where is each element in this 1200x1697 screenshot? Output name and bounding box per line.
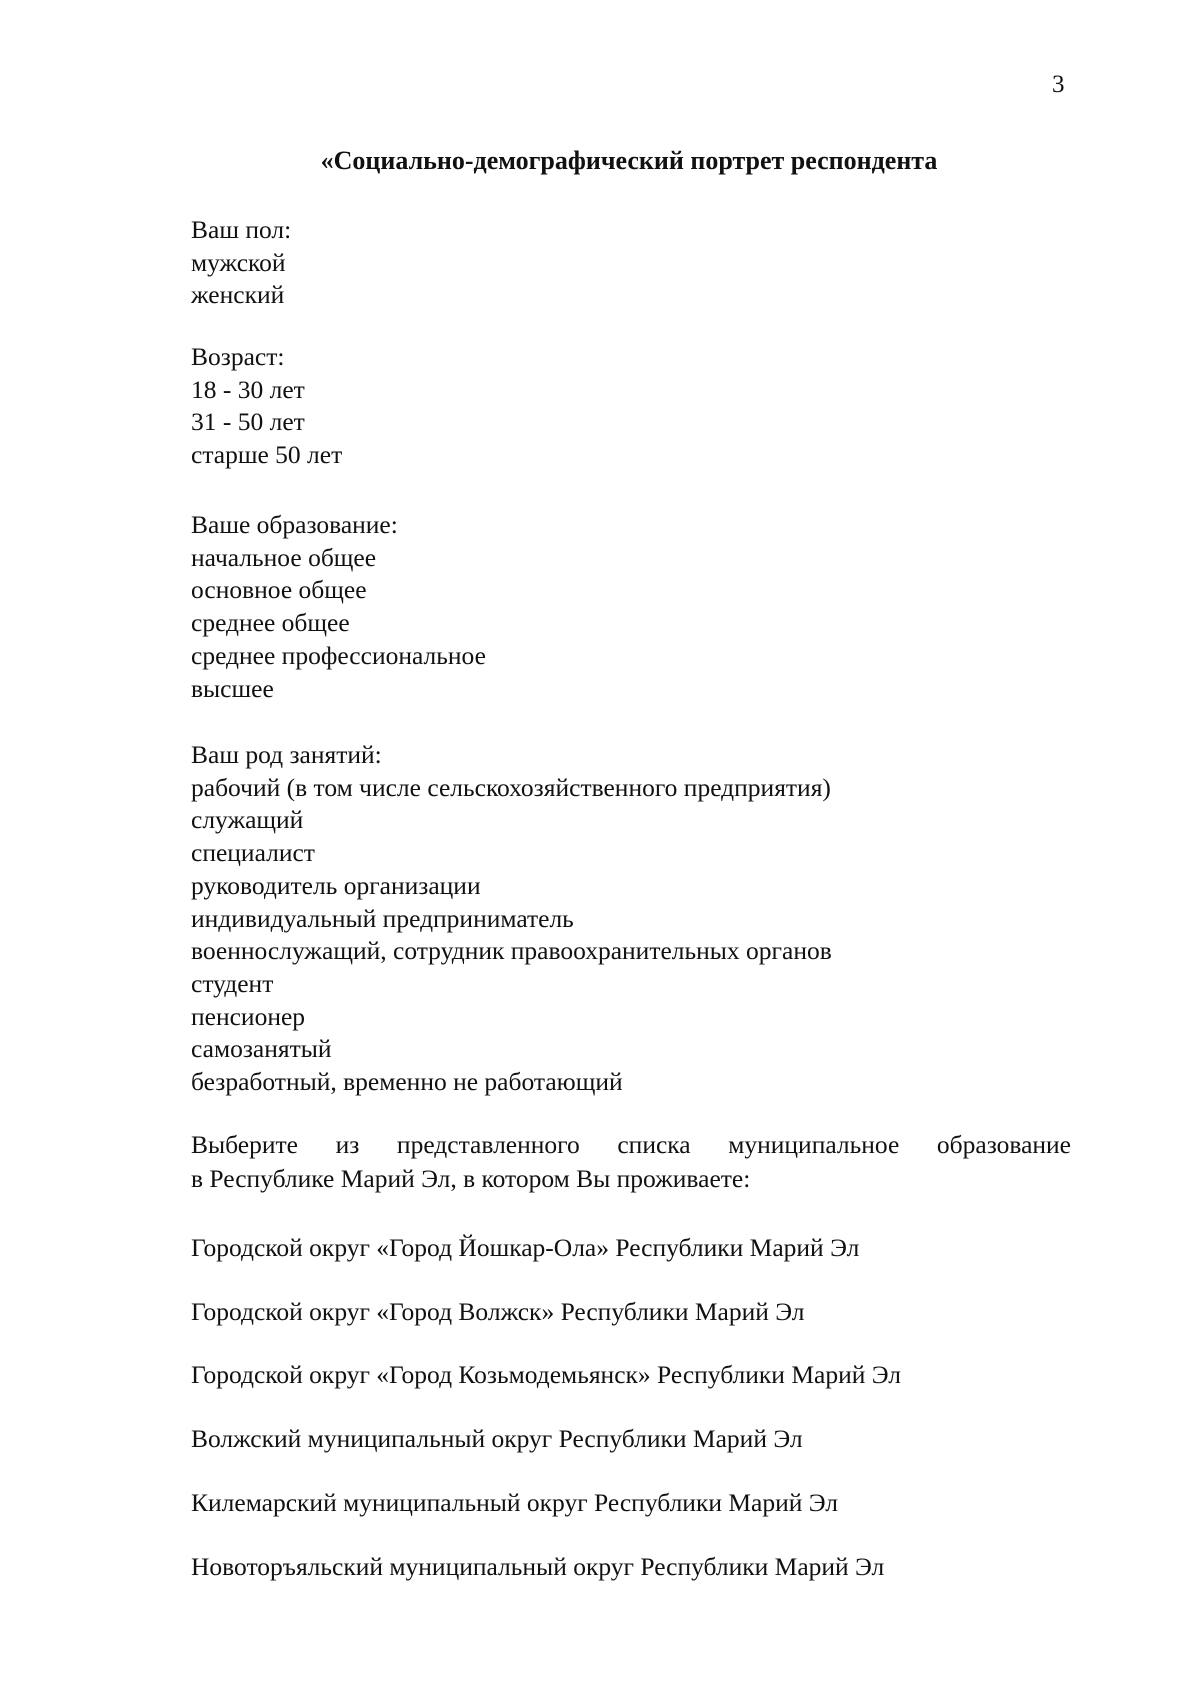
option-age-over-50: старше 50 лет xyxy=(191,440,343,470)
gender-question-block xyxy=(191,214,1071,312)
education-question-block xyxy=(191,509,1071,705)
option-occupation-unemployed: безработный, временно не работающий xyxy=(191,1067,623,1097)
option-occupation-worker: рабочий (в том числе сельскохозяйственного предприятия) xyxy=(191,772,831,802)
option-education-primary: начальное общее xyxy=(191,542,377,572)
municipality-option-volzhsk: Городской округ «Город Волжск» Республики Марий Эл xyxy=(191,1297,805,1326)
municipality-question-line-1: Выберите из представленного списка муниципальное образование xyxy=(191,1130,1071,1159)
option-gender-male: мужской xyxy=(191,247,286,277)
occupation-question-block xyxy=(191,739,1071,1099)
question-label-age: Возраст: xyxy=(191,342,285,371)
option-occupation-entrepreneur: индивидуальный предприниматель xyxy=(191,903,574,933)
page-number: 3 xyxy=(1052,71,1065,98)
option-occupation-student: студент xyxy=(191,968,274,998)
option-occupation-pensioner: пенсионер xyxy=(191,1001,306,1031)
option-occupation-self-employed: самозанятый xyxy=(191,1034,332,1064)
option-education-basic: основное общее xyxy=(191,575,367,605)
option-occupation-specialist: специалист xyxy=(191,838,315,868)
municipality-option-volzhsky: Волжский муниципальный округ Республики Марий Эл xyxy=(191,1424,803,1453)
option-education-secondary: среднее общее xyxy=(191,608,350,638)
option-education-vocational: среднее профессиональное xyxy=(191,640,486,670)
municipality-question-block xyxy=(191,1128,1071,1196)
option-occupation-manager: руководитель организации xyxy=(191,870,481,900)
option-age-18-30: 18 - 30 лет xyxy=(191,374,305,404)
municipality-option-kozmodemyansk: Городской округ «Город Козьмодемьянск» Республики Марий Эл xyxy=(191,1360,901,1389)
option-age-31-50: 31 - 50 лет xyxy=(191,407,305,437)
question-label-gender: Ваш пол: xyxy=(191,215,292,244)
age-question-block xyxy=(191,341,1071,472)
question-label-education: Ваше образование: xyxy=(191,510,398,539)
municipality-option-yoshkar-ola: Городской округ «Город Йошкар-Ола» Республики Марий Эл xyxy=(191,1233,860,1262)
question-label-occupation: Ваш род занятий: xyxy=(191,740,382,769)
municipality-question-line-2: в Республике Марий Эл, в котором Вы проживаете: xyxy=(191,1164,751,1193)
option-education-higher: высшее xyxy=(191,673,274,703)
option-gender-female: женский xyxy=(191,280,285,310)
option-occupation-employee: служащий xyxy=(191,805,304,835)
option-occupation-military: военнослужащий, сотрудник правоохранительных органов xyxy=(191,936,832,966)
municipality-option-kilemarsky: Килемарский муниципальный округ Республики Марий Эл xyxy=(191,1488,838,1517)
municipality-option-novotoryalsky: Новоторъяльский муниципальный округ Республики Марий Эл xyxy=(191,1552,885,1581)
page-title: «Социально-демографический портрет респондента xyxy=(320,146,938,175)
